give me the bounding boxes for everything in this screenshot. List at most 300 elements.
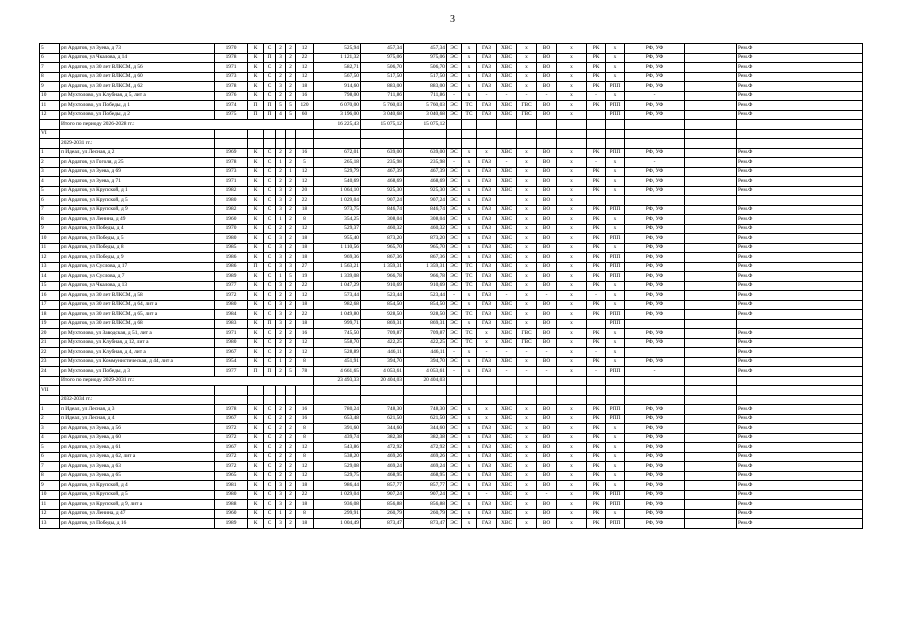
table-cell	[685, 215, 737, 225]
table-cell: РПП	[606, 310, 625, 320]
table-cell	[685, 91, 737, 101]
table-cell: П	[264, 367, 276, 377]
table-cell: С	[264, 348, 276, 358]
table-cell: ВО	[537, 300, 557, 310]
table-cell: рп Ардатов, ул Победы, д 16	[60, 519, 215, 529]
table-cell: х	[557, 300, 587, 310]
table-cell: 1986	[215, 262, 248, 272]
table-cell: -	[537, 291, 557, 301]
table-cell: 460,32	[404, 224, 447, 234]
table-cell: 2	[276, 348, 286, 358]
table-cell: 709,87	[361, 329, 404, 339]
table-cell: РК	[587, 72, 606, 82]
table-cell: К	[248, 452, 264, 462]
table-cell: ВО	[537, 471, 557, 481]
table-cell: 873,47	[361, 519, 404, 529]
table-cell: х	[517, 357, 537, 367]
table-cell: РПП	[606, 234, 625, 244]
table-cell: РК	[587, 44, 606, 54]
table-cell: ГАЗ	[477, 167, 497, 177]
table-cell	[517, 376, 537, 386]
table-cell: 469,26	[361, 452, 404, 462]
table-cell: 2	[286, 300, 296, 310]
table-cell: х	[557, 433, 587, 443]
table-cell: РК	[587, 186, 606, 196]
table-cell: 2	[276, 177, 286, 187]
table-cell: ГВС	[517, 329, 537, 339]
table-cell	[737, 139, 863, 149]
table-cell: 6 070,00	[314, 101, 361, 111]
table-cell: ХВС	[497, 234, 517, 244]
table-cell: С	[264, 82, 276, 92]
table-cell: х	[462, 519, 477, 529]
table-cell: х	[462, 357, 477, 367]
table-cell: рп Мухтолово, ул Заводская, д 51, лит а	[60, 329, 215, 339]
table-cell: П	[248, 110, 264, 120]
table-cell: -	[587, 158, 606, 168]
table-cell: рп Мухтолово, ул Победы, д 1	[60, 101, 215, 111]
table-cell: РФ, УФ	[625, 424, 685, 434]
table-cell: 20 404,03	[404, 376, 447, 386]
table-cell	[685, 500, 737, 510]
table-cell: Итого по периоду 2029-2031 гг.:	[60, 376, 314, 386]
table-cell: ВО	[537, 215, 557, 225]
table-cell: К	[248, 338, 264, 348]
table-row	[40, 63, 863, 73]
table-cell	[685, 139, 737, 149]
table-cell	[625, 386, 685, 396]
table-cell: Рем.Ф	[737, 519, 863, 529]
table-cell: 12	[40, 110, 60, 120]
table-cell: 12	[296, 291, 314, 301]
table-cell	[462, 386, 477, 396]
table-cell	[264, 395, 276, 405]
table-cell: 2	[276, 91, 286, 101]
table-cell: 1980	[215, 300, 248, 310]
table-cell: рп Ардатов, ул Крупской, д 5	[60, 196, 215, 206]
table-cell: х	[517, 509, 537, 519]
table-cell: ВО	[537, 338, 557, 348]
table-cell: ТС	[462, 272, 477, 282]
table-cell: 907,24	[361, 196, 404, 206]
table-cell: С	[264, 424, 276, 434]
table-cell	[361, 129, 404, 139]
table-cell	[587, 120, 606, 130]
table-cell: 1975	[215, 110, 248, 120]
table-cell: 928,50	[404, 310, 447, 320]
table-cell: 869,31	[404, 319, 447, 329]
table-cell: 78	[296, 367, 314, 377]
table-cell: 1978	[215, 82, 248, 92]
table-cell: С	[264, 414, 276, 424]
table-cell: 1982	[215, 205, 248, 215]
table-row	[40, 148, 863, 158]
table-cell: П	[264, 319, 276, 329]
table-cell: 468,95	[361, 471, 404, 481]
table-cell: РФ, УФ	[625, 234, 685, 244]
table-cell: С	[264, 338, 276, 348]
table-cell	[361, 386, 404, 396]
table-cell: 2	[286, 215, 296, 225]
table-cell: С	[264, 72, 276, 82]
table-cell	[557, 129, 587, 139]
table-cell: 1973	[215, 72, 248, 82]
table-cell: -	[447, 348, 462, 358]
table-cell: х	[462, 177, 477, 187]
table-cell: -	[477, 348, 497, 358]
table-cell: Рем.Ф	[737, 329, 863, 339]
table-cell: 3	[276, 310, 286, 320]
table-cell: 2	[286, 471, 296, 481]
table-cell	[587, 196, 606, 206]
table-cell: 22	[296, 490, 314, 500]
table-cell	[314, 395, 361, 405]
table-cell: ЭС	[447, 167, 462, 177]
table-cell: х	[557, 177, 587, 187]
table-cell	[361, 139, 404, 149]
table-cell: ЭС	[447, 519, 462, 529]
table-cell: х	[557, 462, 587, 472]
table-cell: 18	[296, 234, 314, 244]
table-cell: ГАЗ	[477, 158, 497, 168]
table-cell: ВО	[537, 443, 557, 453]
table-cell: 2	[286, 519, 296, 529]
table-cell: РК	[587, 490, 606, 500]
table-cell: ГАЗ	[477, 357, 497, 367]
table-cell	[737, 120, 863, 130]
table-cell: ГАЗ	[477, 481, 497, 491]
table-cell: РПП	[606, 262, 625, 272]
table-cell: 966,78	[361, 272, 404, 282]
table-cell	[685, 44, 737, 54]
table-cell: -	[517, 367, 537, 377]
table-cell: 672,01	[314, 148, 361, 158]
table-cell: К	[248, 177, 264, 187]
table-cell: 120	[296, 101, 314, 111]
table-cell: ГАЗ	[477, 186, 497, 196]
table-cell: рп Ардатов, ул 30 лет ВЛКСМ, д 56	[60, 63, 215, 73]
table-cell: х	[517, 82, 537, 92]
table-cell: 558,70	[314, 338, 361, 348]
table-cell: Рем.Ф	[737, 300, 863, 310]
table-cell	[737, 196, 863, 206]
table-cell	[685, 234, 737, 244]
table-cell: 20 404,03	[361, 376, 404, 386]
table-cell: 4 053,61	[361, 367, 404, 377]
table-cell: х	[462, 167, 477, 177]
table-cell: 3 040,68	[404, 110, 447, 120]
table-cell: 23	[40, 357, 60, 367]
table-cell: 1	[276, 272, 286, 282]
table-cell: 20	[40, 329, 60, 339]
table-cell	[517, 395, 537, 405]
table-cell: РФ, УФ	[625, 509, 685, 519]
table-cell: ЭС	[447, 509, 462, 519]
table-cell: ГАЗ	[477, 433, 497, 443]
table-cell: 3	[276, 319, 286, 329]
table-cell: х	[557, 215, 587, 225]
table-cell: К	[248, 148, 264, 158]
table-cell: РПП	[606, 490, 625, 500]
table-cell: 260,79	[404, 509, 447, 519]
table-row	[40, 243, 863, 253]
table-cell: РК	[587, 338, 606, 348]
table-cell: 6	[40, 196, 60, 206]
table-row	[40, 367, 863, 377]
table-cell	[685, 357, 737, 367]
table-row	[40, 101, 863, 111]
table-cell	[625, 376, 685, 386]
table-cell: Рем.Ф	[737, 338, 863, 348]
table-cell: К	[248, 72, 264, 82]
table-cell: х	[606, 91, 625, 101]
table-cell: ХВС	[497, 177, 517, 187]
table-cell: 711,86	[404, 91, 447, 101]
table-cell: ВО	[537, 44, 557, 54]
table-cell: 5	[286, 101, 296, 111]
table-cell: 422,25	[404, 338, 447, 348]
table-cell: РК	[587, 310, 606, 320]
table-row	[40, 519, 863, 529]
table-cell: 21	[40, 338, 60, 348]
table-cell	[404, 395, 447, 405]
table-cell: ГВС	[517, 338, 537, 348]
table-cell	[587, 386, 606, 396]
table-cell	[737, 386, 863, 396]
table-cell: 1 121,32	[314, 53, 361, 63]
table-cell: 2	[286, 414, 296, 424]
table-cell: 12	[40, 509, 60, 519]
table-cell: 621,50	[404, 414, 447, 424]
table-cell: 1 049,80	[314, 310, 361, 320]
table-row	[40, 319, 863, 329]
table-cell: х	[557, 471, 587, 481]
table-cell: 1983	[215, 319, 248, 329]
table-cell: ХВС	[497, 72, 517, 82]
table-cell: РК	[587, 234, 606, 244]
table-cell: 857,77	[404, 481, 447, 491]
table-cell: К	[248, 253, 264, 263]
table-cell: 2	[276, 471, 286, 481]
table-cell: ВО	[537, 82, 557, 92]
table-cell: Рем.Ф	[737, 281, 863, 291]
table-cell: 709,87	[404, 329, 447, 339]
table-cell: 1 359,31	[404, 262, 447, 272]
table-cell: х	[517, 243, 537, 253]
table-cell: 1	[40, 148, 60, 158]
table-cell: 2	[286, 63, 296, 73]
table-cell: 1972	[215, 462, 248, 472]
table-cell: Рем.Ф	[737, 148, 863, 158]
table-cell: 460,32	[361, 224, 404, 234]
table-cell	[685, 367, 737, 377]
table-cell: 2029-2031 гг.:	[60, 139, 215, 149]
table-cell: 506,70	[404, 63, 447, 73]
table-cell: ГАЗ	[477, 509, 497, 519]
table-cell	[557, 395, 587, 405]
table-cell: рп Ардатов, ул 30 лет ВЛКСМ, д 64, лит а	[60, 300, 215, 310]
table-cell: ЭС	[447, 253, 462, 263]
table-cell: ВО	[537, 272, 557, 282]
table-cell: 15	[40, 281, 60, 291]
table-cell: ЭС	[447, 63, 462, 73]
table-cell: ЭС	[447, 310, 462, 320]
table-cell: 2	[286, 319, 296, 329]
table-cell	[296, 386, 314, 396]
table-cell: ЭС	[447, 329, 462, 339]
table-cell: 12	[296, 177, 314, 187]
table-cell: РФ, УФ	[625, 471, 685, 481]
table-cell	[685, 253, 737, 263]
table-cell: 2	[286, 224, 296, 234]
table-cell: 265,18	[314, 158, 361, 168]
table-cell: ЭС	[447, 148, 462, 158]
table-cell: 11	[40, 500, 60, 510]
table-cell: 16	[40, 291, 60, 301]
table-row	[40, 177, 863, 187]
table-row	[40, 414, 863, 424]
table-cell	[625, 319, 685, 329]
table-cell	[462, 395, 477, 405]
table-cell: РПП	[606, 272, 625, 282]
table-cell: 517,50	[404, 72, 447, 82]
table-cell	[685, 519, 737, 529]
table-cell: 1978	[215, 405, 248, 415]
table-cell: 12	[296, 338, 314, 348]
table-cell: РПП	[606, 82, 625, 92]
table-cell: рп Ардатов, ул Гоголя, д 25	[60, 158, 215, 168]
table-cell	[314, 139, 361, 149]
table-cell: РК	[587, 452, 606, 462]
table-cell: х	[557, 452, 587, 462]
table-cell: 12	[296, 348, 314, 358]
table-cell: 18	[296, 82, 314, 92]
table-cell: х	[462, 63, 477, 73]
table-cell: Рем.Ф	[737, 101, 863, 111]
table-cell: 3	[40, 167, 60, 177]
table-cell: -	[537, 490, 557, 500]
table-cell: Рем.Ф	[737, 433, 863, 443]
table-cell	[404, 129, 447, 139]
table-row	[40, 291, 863, 301]
table-cell: РФ, УФ	[625, 291, 685, 301]
table-cell	[296, 395, 314, 405]
table-cell: Рем.Ф	[737, 44, 863, 54]
table-cell: С	[264, 500, 276, 510]
table-cell: ВО	[537, 158, 557, 168]
table-cell: рп Мухтолово, ул Клубная, д 5, лит а	[60, 91, 215, 101]
table-cell	[737, 376, 863, 386]
table-cell: ЭС	[447, 500, 462, 510]
table-cell: ХВС	[497, 205, 517, 215]
table-cell: К	[248, 291, 264, 301]
table-cell: 5	[40, 443, 60, 453]
table-cell: ВО	[537, 177, 557, 187]
table-cell: ГАЗ	[477, 272, 497, 282]
table-cell: ХВС	[497, 224, 517, 234]
table-cell: 2	[286, 500, 296, 510]
table-cell: РК	[587, 253, 606, 263]
table-cell	[685, 481, 737, 491]
table-cell: ВО	[537, 243, 557, 253]
table-cell: 999,71	[314, 319, 361, 329]
table-cell: 846,74	[404, 205, 447, 215]
table-cell: 8	[296, 424, 314, 434]
table-cell: х	[606, 72, 625, 82]
table-cell: Рем.Ф	[737, 462, 863, 472]
table-cell	[685, 300, 737, 310]
table-cell	[685, 205, 737, 215]
table-cell: 354,25	[314, 215, 361, 225]
table-cell: х	[517, 158, 537, 168]
table-cell: 529,79	[314, 167, 361, 177]
table-cell: РК	[587, 329, 606, 339]
table-cell: 1	[286, 167, 296, 177]
table-cell: 2	[286, 329, 296, 339]
table-cell: 12	[296, 167, 314, 177]
table-cell: ХВС	[497, 262, 517, 272]
table-cell: х	[462, 44, 477, 54]
table-cell: х	[462, 414, 477, 424]
table-cell: Рем.Ф	[737, 205, 863, 215]
table-cell: х	[557, 481, 587, 491]
table-cell: 6	[40, 452, 60, 462]
table-cell	[685, 424, 737, 434]
table-cell: ВО	[537, 186, 557, 196]
table-cell: х	[517, 205, 537, 215]
table-cell: Рем.Ф	[737, 424, 863, 434]
table-cell: С	[264, 329, 276, 339]
table-cell: -	[447, 91, 462, 101]
table-cell: 540,69	[314, 177, 361, 187]
table-cell: С	[264, 243, 276, 253]
table-cell: х	[462, 224, 477, 234]
table-cell: К	[248, 310, 264, 320]
table-cell: 529,75	[314, 471, 361, 481]
table-cell: 567,50	[314, 72, 361, 82]
housing-table	[39, 43, 863, 529]
table-cell: 6	[40, 53, 60, 63]
table-cell: рп Ардатов, ул Зуева, д 71	[60, 177, 215, 187]
table-cell: ХВС	[497, 148, 517, 158]
table-cell: 439,74	[314, 433, 361, 443]
table-cell: рп Ардатов, ул 30 лет ВЛКСМ, д 60	[60, 72, 215, 82]
table-cell: х	[557, 443, 587, 453]
table-cell: 910,69	[404, 281, 447, 291]
table-cell: РФ, УФ	[625, 500, 685, 510]
table-cell: ХВС	[497, 44, 517, 54]
table-cell: 422,25	[361, 338, 404, 348]
table-cell: 2	[276, 224, 286, 234]
table-cell: РПП	[606, 319, 625, 329]
table-cell: 2	[40, 158, 60, 168]
table-cell	[215, 395, 248, 405]
table-cell: х	[517, 196, 537, 206]
table-cell: К	[248, 405, 264, 415]
table-cell: ХВС	[497, 281, 517, 291]
table-cell: Рем.Ф	[737, 310, 863, 320]
table-cell: 780,24	[314, 405, 361, 415]
table-cell: 451,91	[314, 357, 361, 367]
table-cell: РК	[587, 500, 606, 510]
table-cell: П	[248, 101, 264, 111]
table-cell: х	[462, 443, 477, 453]
section-row	[40, 129, 863, 139]
table-cell: К	[248, 167, 264, 177]
table-cell: х	[606, 158, 625, 168]
table-cell	[462, 120, 477, 130]
table-cell: -	[587, 348, 606, 358]
